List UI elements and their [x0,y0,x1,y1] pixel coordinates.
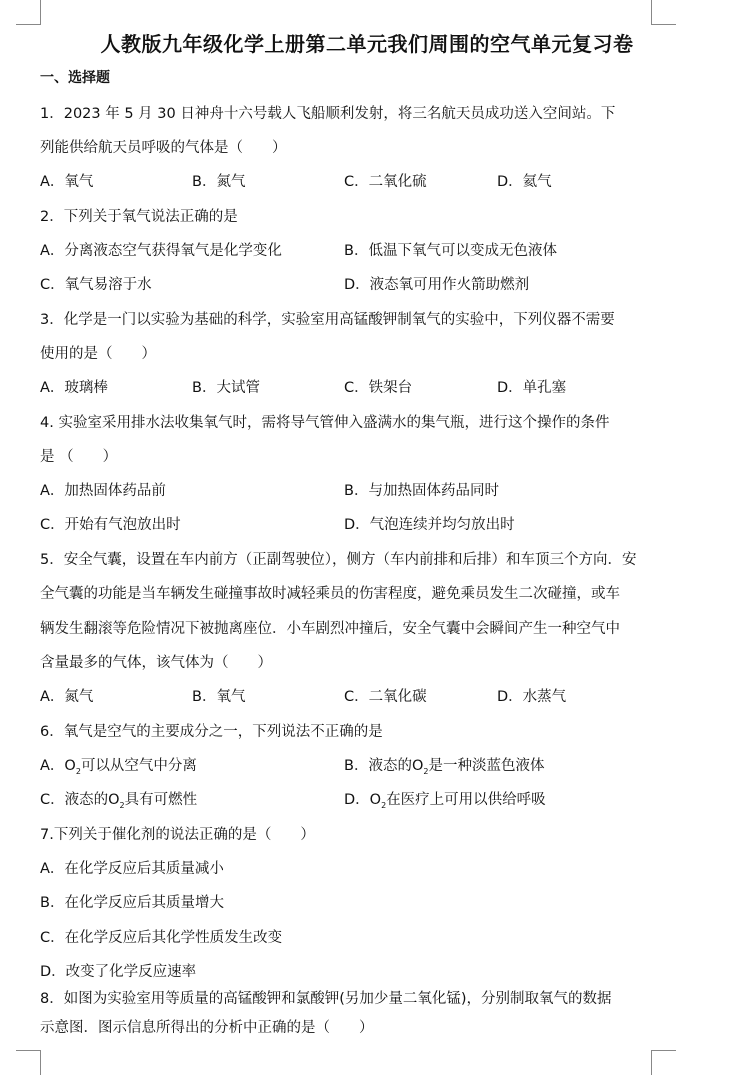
document-title: 人教版九年级化学上册第二单元我们周围的空气单元复习卷 [100,32,634,56]
question-3-stem: 3．化学是一门以实验为基础的科学，实验室用高锰酸钾制氧气的实验中，下列仪器不需要 [40,312,615,328]
option[interactable]: B．氮气 [192,174,246,190]
option[interactable]: A．玻璃棒 [40,380,108,396]
question-5-stem: 5．安全气囊，设置在车内前方（正副驾驶位），侧方（车内前排和后排）和车顶三个方向．安 [40,552,637,568]
option-prefix: C．液态的 [40,792,109,808]
option[interactable]: A．加热固体药品前 [40,483,166,499]
formula-o2: $O_2$ [64,758,81,776]
formula-o2: $O_2$ [411,758,429,776]
option[interactable]: A．氮气 [40,689,94,705]
option-prefix: B．液态的 [344,758,412,774]
question-4-stem: 是 （ ） [40,449,118,465]
option[interactable]: C．二氧化碳 [344,689,427,705]
option[interactable]: A．氧气 [40,174,94,190]
option[interactable]: B．大试管 [192,380,260,396]
page-corner-mark [16,0,41,25]
option-text: 具有可燃性 [124,792,198,808]
option-prefix: D． [344,792,370,808]
question-2-options [40,275,700,295]
option[interactable] [40,756,197,782]
question-4-stem: 4. 实验室采用排水法收集氧气时，需将导气管伸入盛满水的集气瓶，进行这个操作的条件 [40,415,610,431]
option[interactable]: C．二氧化硫 [344,174,427,190]
formula-o2: $O_2$ [108,792,125,810]
question-7-stem: 7.下列关于催化剂的说法正确的是（ ） [40,827,315,843]
question-1-stem: 列能供给航天员呼吸的气体是（ ） [40,140,287,156]
option[interactable]: D．液态氧可用作火箭助燃剂 [344,277,530,293]
option[interactable]: B．低温下氧气可以变成无色液体 [344,243,557,259]
page-corner-mark [16,1050,41,1075]
question-1-options [40,172,700,192]
section-heading: 一、选择题 [40,70,110,86]
question-1-stem: 1．2023 年 5 月 30 日神舟十六号载人飞船顺利发射，将三名航天员成功送入空间站。下 [40,106,616,122]
option[interactable]: B．氧气 [192,689,246,705]
option[interactable]: A．分离液态空气获得氧气是化学变化 [40,243,282,259]
question-4-options [40,515,700,535]
question-2-options [40,241,700,261]
page-corner-mark [651,0,676,25]
question-6-options [40,756,700,776]
formula-o2: $O_2$ [369,792,387,810]
question-6-options [40,790,700,810]
question-3-stem: 使用的是（ ） [40,346,156,362]
option[interactable]: D．单孔塞 [497,380,567,396]
question-5-stem: 含量最多的气体，该气体为（ ） [40,655,272,671]
question-8-stem: 8．如图为实验室用等质量的高锰酸钾和氯酸钾(另加少量二氧化锰)，分别制取氧气的数据 [40,991,612,1007]
question-3-options [40,378,700,398]
question-5-stem: 全气囊的功能是当车辆发生碰撞事故时减轻乘员的伤害程度，避免乘员发生二次碰撞，或车 [40,586,620,602]
option[interactable] [344,756,544,782]
option[interactable]: C．氧气易溶于水 [40,277,152,293]
option[interactable]: D．氦气 [497,174,552,190]
option-text: 在医疗上可用以供给呼吸 [386,792,546,808]
question-5-options [40,687,700,707]
option[interactable]: C．在化学反应后其化学性质发生改变 [40,930,283,946]
option[interactable]: B．与加热固体药品同时 [344,483,499,499]
option-text: 是一种淡蓝色液体 [428,758,545,774]
option[interactable]: D．气泡连续并均匀放出时 [344,517,515,533]
question-5-stem: 辆发生翻滚等危险情况下被抛离座位．小车剧烈冲撞后，安全气囊中会瞬间产生一种空气中 [40,621,620,637]
question-4-options [40,481,700,501]
question-6-stem: 6．氧气是空气的主要成分之一，下列说法不正确的是 [40,724,383,740]
option[interactable]: C．开始有气泡放出时 [40,517,181,533]
page-corner-mark [651,1050,676,1075]
option[interactable]: B．在化学反应后其质量增大 [40,895,224,911]
option[interactable] [40,790,197,816]
question-8-stem: 示意图．图示信息所得出的分析中正确的是（ ） [40,1020,374,1036]
option[interactable]: D．改变了化学反应速率 [40,964,197,980]
option-prefix: A． [40,758,65,774]
option[interactable]: D．水蒸气 [497,689,567,705]
option[interactable] [344,790,546,816]
option[interactable]: C．铁架台 [344,380,413,396]
question-2-stem: 2．下列关于氧气说法正确的是 [40,209,238,225]
option-text: 可以从空气中分离 [80,758,197,774]
option[interactable]: A．在化学反应后其质量减小 [40,861,224,877]
